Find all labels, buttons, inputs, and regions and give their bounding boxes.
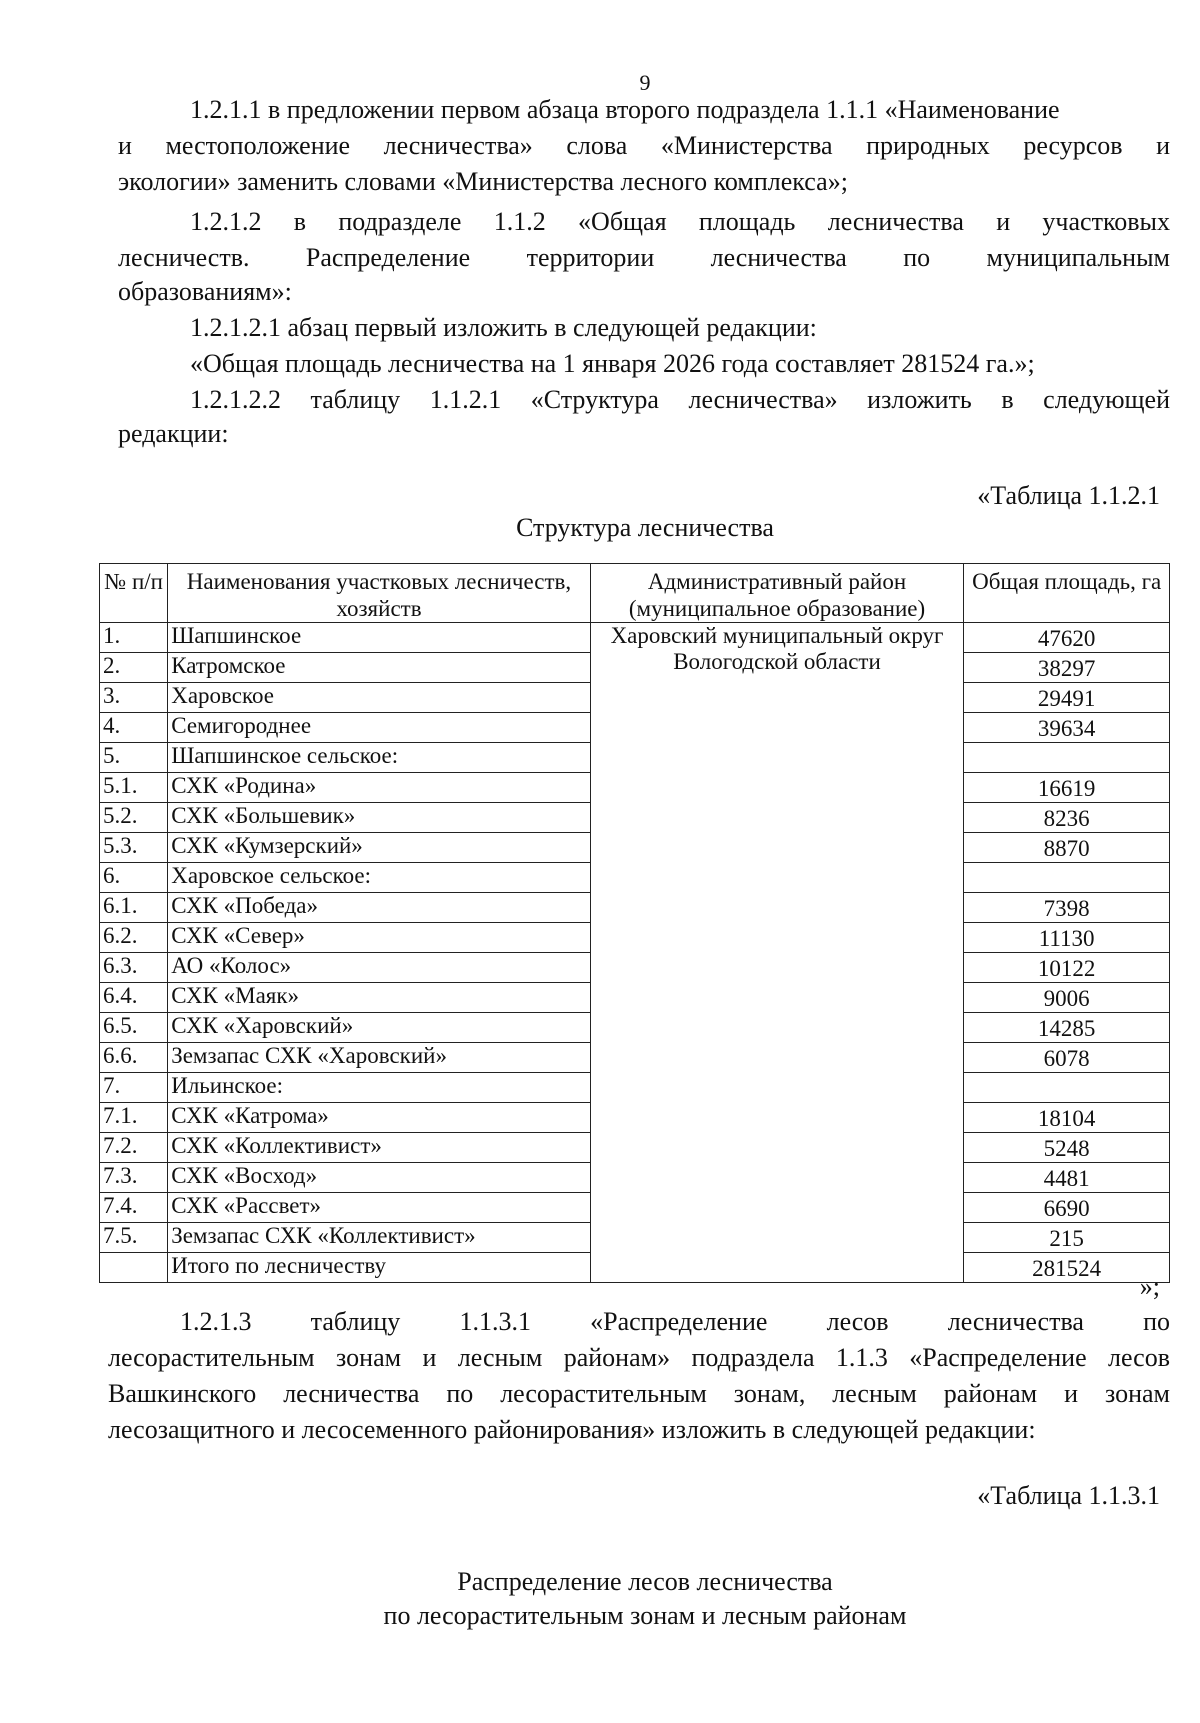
table-1-label: «Таблица 1.1.2.1: [977, 481, 1160, 510]
paragraph-6-line-3: Вашкинского лесничества по лесорастительным зонам, лесным районам и зонам: [108, 1379, 1170, 1408]
row-number: 7.2.: [100, 1133, 168, 1163]
row-name: Земзапас СХК «Харовский»: [168, 1043, 591, 1073]
row-name: Ильинское:: [168, 1073, 591, 1103]
table-2-title-line-2: по лесорастительным зонам и лесным районам: [383, 1601, 907, 1630]
row-number: 5.3.: [100, 833, 168, 863]
page-number: 9: [639, 70, 651, 95]
table-1-closing: »;: [1139, 1272, 1160, 1301]
paragraph-2-line-1: 1.2.1.2 в подразделе 1.1.2 «Общая площадь лесничества и участковых: [190, 207, 1170, 236]
paragraph-1-line-2: и местоположение лесничества» слова «Министерства природных ресурсов и: [118, 131, 1170, 160]
header-district: Административный район (муниципальное образование): [590, 564, 964, 623]
forestry-structure-table: [99, 563, 1170, 1283]
table-row: [100, 623, 1170, 653]
table-header-row: [100, 564, 1170, 623]
table-body: [100, 623, 1170, 1283]
row-area: 29491: [964, 683, 1170, 713]
row-area: 10122: [964, 953, 1170, 983]
district-cell: Харовский муниципальный округ Вологодской области: [590, 623, 964, 1283]
paragraph-6-line-1: 1.2.1.3 таблицу 1.1.3.1 «Распределение лесов лесничества по: [180, 1307, 1170, 1336]
row-name: СХК «Север»: [168, 923, 591, 953]
row-number: 2.: [100, 653, 168, 683]
row-name: СХК «Маяк»: [168, 983, 591, 1013]
row-area: 14285: [964, 1013, 1170, 1043]
row-area: 47620: [964, 623, 1170, 653]
paragraph-2-line-2: лесничеств. Распределение территории лесничества по муниципальным: [118, 243, 1170, 272]
row-area: 8236: [964, 803, 1170, 833]
row-name: СХК «Катрома»: [168, 1103, 591, 1133]
header-name: Наименования участковых лесничеств, хозяйств: [168, 564, 591, 623]
paragraph-3: 1.2.1.2.1 абзац первый изложить в следующей редакции:: [190, 313, 817, 342]
row-number: 6.4.: [100, 983, 168, 1013]
row-name: Семигороднее: [168, 713, 591, 743]
row-number: 5.2.: [100, 803, 168, 833]
row-number: 7.5.: [100, 1223, 168, 1253]
row-number: 6.2.: [100, 923, 168, 953]
row-name: СХК «Победа»: [168, 893, 591, 923]
table-1-title: Структура лесничества: [516, 513, 774, 542]
row-number: 6.6.: [100, 1043, 168, 1073]
paragraph-1-line-3: экологии» заменить словами «Министерства лесного комплекса»;: [118, 167, 848, 196]
row-name: Харовское: [168, 683, 591, 713]
row-area: 18104: [964, 1103, 1170, 1133]
row-name: СХК «Восход»: [168, 1163, 591, 1193]
row-number: 6.5.: [100, 1013, 168, 1043]
row-name: СХК «Рассвет»: [168, 1193, 591, 1223]
paragraph-5-line-2: редакции:: [118, 419, 229, 448]
row-number: 5.1.: [100, 773, 168, 803]
row-area: 215: [964, 1223, 1170, 1253]
row-number: 6.: [100, 863, 168, 893]
row-area: 38297: [964, 653, 1170, 683]
row-number: 5.: [100, 743, 168, 773]
row-name: СХК «Харовский»: [168, 1013, 591, 1043]
row-number: 6.1.: [100, 893, 168, 923]
row-number: [100, 1253, 168, 1283]
paragraph-4: «Общая площадь лесничества на 1 января 2026 года составляет 281524 га.»;: [190, 349, 1035, 378]
row-name: СХК «Большевик»: [168, 803, 591, 833]
row-area: 281524: [964, 1253, 1170, 1283]
row-number: 6.3.: [100, 953, 168, 983]
row-name: СХК «Родина»: [168, 773, 591, 803]
row-number: 7.3.: [100, 1163, 168, 1193]
row-area: 11130: [964, 923, 1170, 953]
row-name: Харовское сельское:: [168, 863, 591, 893]
row-area: 39634: [964, 713, 1170, 743]
paragraph-1-line-1: 1.2.1.1 в предложении первом абзаца второго подраздела 1.1.1 «Наименование: [190, 95, 1060, 124]
row-area: 7398: [964, 893, 1170, 923]
row-area: [964, 743, 1170, 773]
paragraph-2-line-3: образованиям»:: [118, 277, 292, 306]
table-2-label: «Таблица 1.1.3.1: [977, 1481, 1160, 1510]
row-number: 7.: [100, 1073, 168, 1103]
row-number: 1.: [100, 623, 168, 653]
row-number: 4.: [100, 713, 168, 743]
row-area: 9006: [964, 983, 1170, 1013]
paragraph-6-line-4: лесозащитного и лесосеменного районирования» изложить в следующей редакции:: [108, 1415, 1036, 1444]
table-2-title-line-1: Распределение лесов лесничества: [457, 1567, 833, 1596]
row-name: СХК «Кумзерский»: [168, 833, 591, 863]
row-area: [964, 863, 1170, 893]
row-name: Шапшинское сельское:: [168, 743, 591, 773]
row-area: 6078: [964, 1043, 1170, 1073]
header-area: Общая площадь, га: [964, 564, 1170, 623]
row-number: 7.1.: [100, 1103, 168, 1133]
row-area: 16619: [964, 773, 1170, 803]
row-area: 8870: [964, 833, 1170, 863]
paragraph-6-line-2: лесорастительным зонам и лесным районам» подраздела 1.1.3 «Распределение лесов: [108, 1343, 1170, 1372]
row-name: АО «Колос»: [168, 953, 591, 983]
row-name: Катромское: [168, 653, 591, 683]
row-area: 4481: [964, 1163, 1170, 1193]
row-name: Шапшинское: [168, 623, 591, 653]
header-num: № п/п: [100, 564, 168, 623]
row-number: 3.: [100, 683, 168, 713]
paragraph-5-line-1: 1.2.1.2.2 таблицу 1.1.2.1 «Структура лесничества» изложить в следующей: [190, 385, 1170, 414]
row-number: 7.4.: [100, 1193, 168, 1223]
row-name: Земзапас СХК «Коллективист»: [168, 1223, 591, 1253]
row-name: Итого по лесничеству: [168, 1253, 591, 1283]
row-area: [964, 1073, 1170, 1103]
row-area: 5248: [964, 1133, 1170, 1163]
row-area: 6690: [964, 1193, 1170, 1223]
row-name: СХК «Коллективист»: [168, 1133, 591, 1163]
